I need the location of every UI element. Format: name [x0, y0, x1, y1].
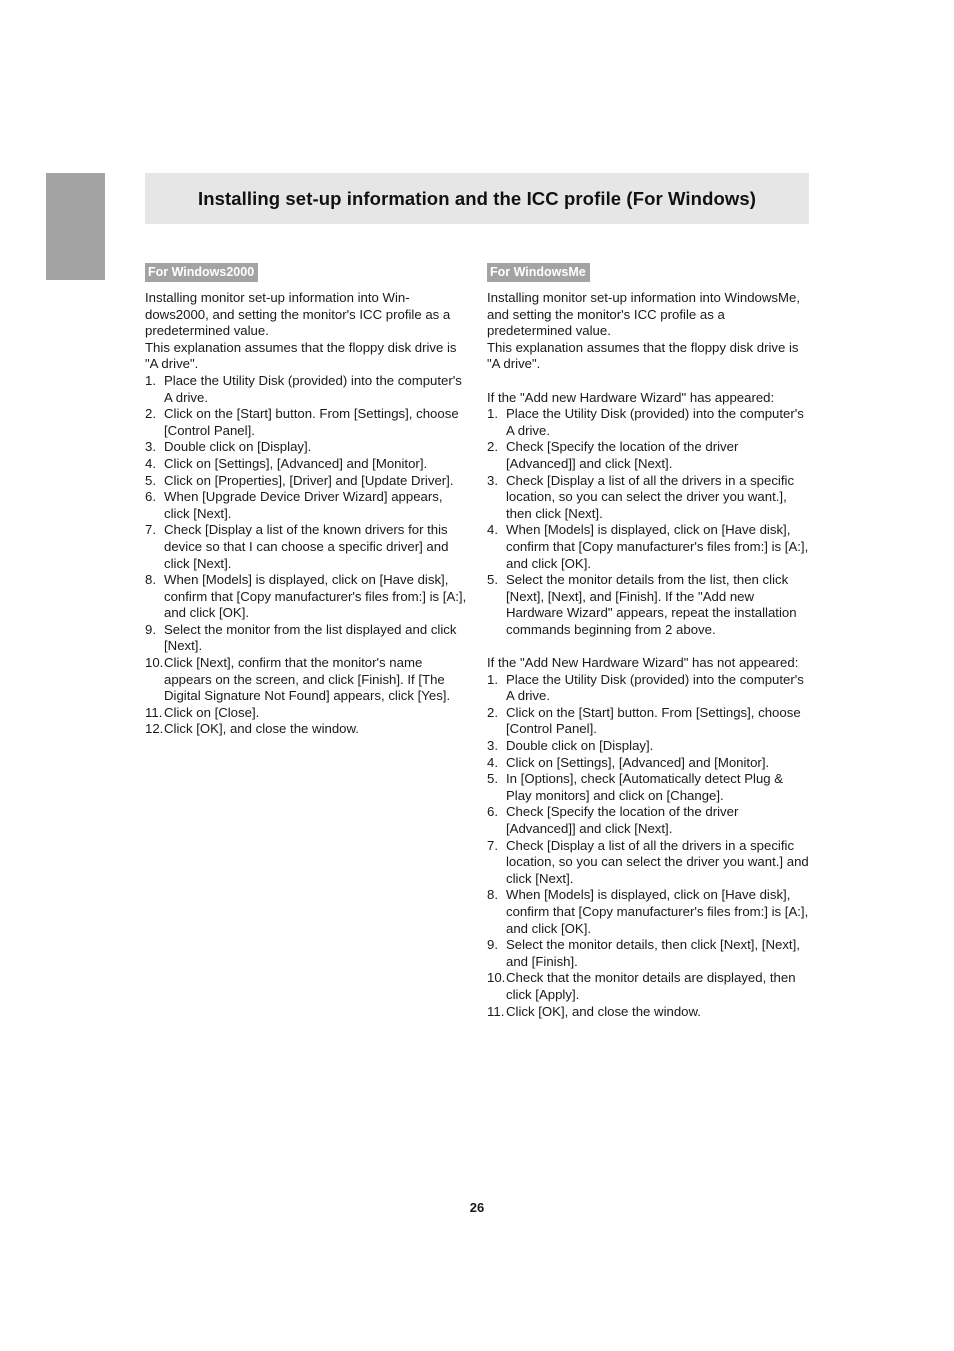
list-item [487, 804, 811, 837]
step-text: Place the Utility Disk (provided) into the computer's A drive. [506, 671, 804, 704]
intro-paragraph: This explanation assumes that the floppy disk drive is "A drive". [487, 339, 799, 372]
step-number: 3. [145, 439, 156, 455]
step-text: Check [Display a list of all the drivers in a specific location, so you can select the driver you want.], then click [Next]. [506, 472, 795, 521]
list-item [487, 473, 811, 523]
list-item [487, 838, 811, 888]
step-number: 7. [145, 522, 156, 538]
steps-list [487, 406, 811, 638]
step-number: 11. [487, 1003, 505, 1019]
list-item [487, 705, 811, 738]
step-number: 12. [145, 721, 164, 737]
intro-paragraph: This explanation assumes that the floppy disk drive is "A drive". [145, 339, 457, 372]
list-item [145, 655, 469, 705]
step-number: 3. [487, 738, 498, 754]
step-number: 1. [487, 406, 498, 422]
step-text: Double click on [Display]. [506, 738, 654, 754]
step-text: In [Options], check [Automatically detect Plug & Play monitors] and click on [Change]. [506, 771, 784, 803]
step-text: Click [OK], and close the window. [164, 721, 359, 737]
section-label-windowsme: For WindowsMe [487, 263, 590, 282]
step-number: 4. [487, 522, 498, 538]
step-text: Check [Display a list of the known drivers for this device so that I can choose a specific driver] and click [Next]. [164, 522, 449, 571]
step-text: Select the monitor details, then click [Next], [Next], and [Finish]. [506, 937, 800, 969]
spacer [487, 373, 811, 390]
steps-list [487, 672, 811, 1020]
step-text: Place the Utility Disk (provided) into the computer's A drive. [164, 372, 462, 405]
step-number: 2. [145, 406, 156, 422]
step-number: 4. [145, 455, 156, 471]
step-text: Check [Display a list of all the drivers in a specific location, so you can select the driver you want.] and click [Next]. [506, 837, 809, 886]
list-item [487, 439, 811, 472]
case-heading: If the "Add New Hardware Wizard" has not appeared: [487, 655, 799, 671]
step-text: Click on [Close]. [164, 704, 260, 720]
step-number: 5. [487, 771, 498, 787]
step-number: 1. [145, 372, 156, 388]
step-number: 11. [145, 704, 163, 720]
list-item [487, 887, 811, 937]
step-number: 4. [487, 754, 498, 770]
list-item [487, 572, 811, 638]
list-item [145, 456, 469, 473]
step-number: 8. [487, 887, 498, 903]
step-number: 1. [487, 671, 498, 687]
list-item [145, 439, 469, 456]
step-number: 2. [487, 439, 498, 455]
step-text: When [Upgrade Device Driver Wizard] appears, click [Next]. [164, 489, 443, 521]
step-number: 6. [145, 489, 156, 505]
list-item [487, 738, 811, 755]
step-number: 6. [487, 804, 498, 820]
list-item [487, 771, 811, 804]
list-item [145, 406, 469, 439]
section-label-windows2000: For Windows2000 [145, 263, 258, 282]
windowsme-column [487, 263, 811, 1020]
step-text: Check [Specify the location of the driver [Advanced]] and click [Next]. [506, 804, 739, 836]
list-item [145, 721, 469, 738]
list-item [487, 1004, 811, 1021]
step-number: 8. [145, 572, 156, 588]
list-item [145, 489, 469, 522]
step-text: Check that the monitor details are displayed, then click [Apply]. [506, 970, 796, 1002]
step-text: Click on the [Start] button. From [Settings], choose [Control Panel]. [164, 406, 459, 438]
step-number: 3. [487, 472, 498, 488]
step-text: Place the Utility Disk (provided) into the computer's A drive. [506, 406, 804, 438]
step-text: Click on [Settings], [Advanced] and [Monitor]. [164, 455, 428, 471]
list-item [145, 473, 469, 490]
list-item [487, 970, 811, 1003]
step-text: Click on the [Start] button. From [Settings], choose [Control Panel]. [506, 704, 801, 737]
step-text: When [Models] is displayed, click on [Have disk], confirm that [Copy manufacturer's files from:] is [A:], and click [OK]. [506, 522, 809, 571]
title-banner [145, 173, 809, 224]
page-title: Installing set-up information and the ICC profile (For Windows) [197, 187, 757, 209]
list-item [145, 572, 469, 622]
page-number: 26 [469, 1200, 485, 1215]
step-number: 7. [487, 837, 498, 853]
step-number: 5. [145, 472, 156, 488]
list-item [145, 373, 469, 406]
step-number: 10. [487, 970, 506, 986]
step-text: When [Models] is displayed, click on [Have disk], confirm that [Copy manufacturer's files from:] is [A:], and click [OK]. [164, 572, 467, 621]
steps-list [145, 373, 469, 738]
intro-paragraph: Installing monitor set-up information into WindowsMe, and setting the monitor's ICC profile as a predetermined value. [487, 290, 800, 339]
spacer [487, 638, 811, 655]
intro-paragraph: Installing monitor set-up information into Win-dows2000, and setting the monitor's ICC profile as a predetermined value. [145, 290, 451, 339]
list-item [145, 705, 469, 722]
list-item [145, 522, 469, 572]
step-text: Click on [Settings], [Advanced] and [Monitor]. [506, 754, 770, 770]
step-text: Click [OK], and close the window. [506, 1003, 701, 1019]
windows2000-column [145, 263, 469, 738]
step-text: Click [Next], confirm that the monitor's name appears on the screen, and click [Finish]. If [The Digital Signature Not Found] appears, click [Yes]. [164, 655, 451, 704]
step-number: 9. [487, 937, 498, 953]
step-text: Click on [Properties], [Driver] and [Update Driver]. [164, 472, 454, 488]
step-text: When [Models] is displayed, click on [Have disk], confirm that [Copy manufacturer's files from:] is [A:], and click [OK]. [506, 887, 809, 936]
list-item [145, 622, 469, 655]
step-text: Select the monitor from the list displayed and click [Next]. [164, 621, 457, 654]
case-heading: If the "Add new Hardware Wizard" has appeared: [487, 389, 775, 405]
list-item [487, 522, 811, 572]
step-number: 5. [487, 572, 498, 588]
list-item [487, 937, 811, 970]
step-text: Select the monitor details from the list, then click [Next], [Next], and [Finish]. If the "Add new Hardware Wizard" appears, repeat the installation commands beginning from 2 above. [506, 572, 797, 637]
list-item [487, 406, 811, 439]
step-text: Check [Specify the location of the driver [Advanced]] and click [Next]. [506, 439, 739, 471]
step-number: 10. [145, 655, 164, 671]
list-item [487, 672, 811, 705]
step-text: Double click on [Display]. [164, 439, 312, 455]
step-number: 2. [487, 704, 498, 720]
list-item [487, 755, 811, 772]
step-number: 9. [145, 621, 156, 637]
side-tab-marker [46, 173, 105, 280]
